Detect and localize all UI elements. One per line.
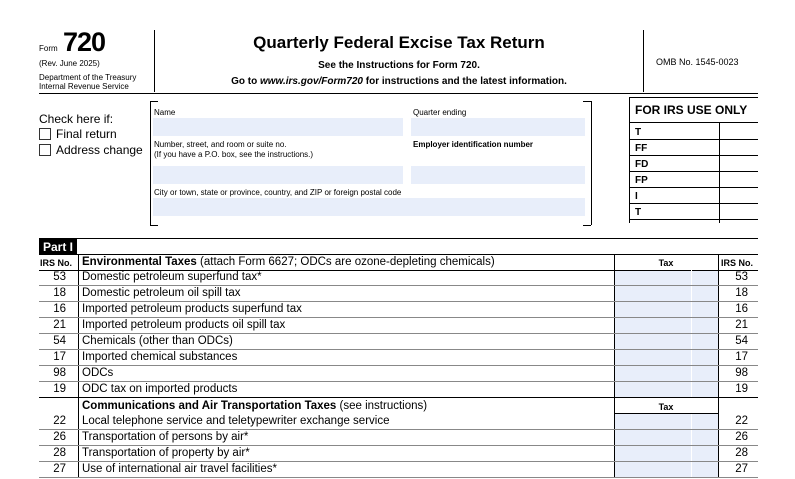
section2-title: Communications and Air Transportation Taxes bbox=[82, 400, 337, 412]
row-irs-no: 28 bbox=[53, 447, 66, 459]
tax-amount-input[interactable] bbox=[615, 446, 718, 461]
name-label: Name bbox=[154, 108, 176, 117]
tax-amount-input[interactable] bbox=[615, 382, 718, 397]
cents-separator bbox=[691, 382, 692, 398]
city-input[interactable] bbox=[153, 198, 585, 216]
row-irs-no: 17 bbox=[53, 351, 66, 363]
agency: Internal Revenue Service bbox=[39, 82, 129, 91]
row-description: ODC tax on imported products bbox=[82, 383, 238, 395]
row-irs-no-right: 19 bbox=[735, 383, 748, 395]
street-label: Number, street, and room or suite no. bbox=[154, 140, 287, 149]
row-irs-no: 54 bbox=[53, 335, 66, 347]
address-change-checkbox[interactable] bbox=[39, 144, 51, 156]
part-top-rule bbox=[39, 238, 758, 239]
col-irs-no: IRS No. bbox=[40, 258, 73, 268]
part-head-rule bbox=[39, 254, 758, 255]
omb-number: OMB No. 1545-0023 bbox=[656, 57, 739, 67]
section2-col-tax: Tax bbox=[658, 402, 674, 412]
row-irs-no-right: 26 bbox=[735, 431, 748, 443]
row-irs-no-right: 27 bbox=[735, 463, 748, 475]
bracket-br bbox=[583, 225, 591, 226]
row-irs-no: 98 bbox=[53, 367, 66, 379]
final-return-checkbox[interactable] bbox=[39, 128, 51, 140]
tax-amount-input[interactable] bbox=[615, 350, 718, 365]
row-description: Transportation of property by air* bbox=[82, 447, 250, 459]
department: Department of the Treasury bbox=[39, 73, 137, 82]
irs-use-col bbox=[719, 122, 720, 223]
row-description: ODCs bbox=[82, 367, 114, 379]
row-irs-no: 26 bbox=[53, 431, 66, 443]
name-input[interactable] bbox=[153, 118, 403, 136]
bracket-tr bbox=[583, 101, 591, 102]
check-heading: Check here if: bbox=[39, 112, 114, 126]
goto-prefix: Go to bbox=[231, 76, 260, 87]
row-irs-no: 22 bbox=[53, 415, 66, 427]
part-tag: Part I bbox=[39, 239, 77, 254]
form-revision: (Rev. June 2025) bbox=[39, 59, 100, 68]
irs-code-2: FF bbox=[635, 143, 648, 154]
row-irs-no: 53 bbox=[53, 271, 66, 283]
row-irs-no: 19 bbox=[53, 383, 66, 395]
tax-amount-input[interactable] bbox=[615, 334, 718, 349]
irs-use-rule-2 bbox=[629, 155, 758, 156]
row-irs-no: 16 bbox=[53, 303, 66, 315]
section2-note: (see instructions) bbox=[336, 400, 428, 412]
col-tax: Tax bbox=[658, 258, 674, 268]
row-irs-no: 27 bbox=[53, 463, 66, 475]
irs-use-rule-1 bbox=[629, 139, 758, 140]
irs-use-rule-0 bbox=[629, 122, 758, 123]
ein-input[interactable] bbox=[411, 166, 585, 184]
tax-amount-input[interactable] bbox=[615, 286, 718, 301]
entity-bracket-left bbox=[150, 101, 151, 225]
row-description: Domestic petroleum superfund tax* bbox=[82, 271, 262, 283]
col-line-irsno-a bbox=[78, 254, 79, 398]
cents-separator bbox=[691, 286, 692, 302]
final-return-label: Final return bbox=[56, 127, 117, 141]
tax-amount-input[interactable] bbox=[615, 270, 718, 285]
section1-note: (attach Form 6627; ODCs are ozone-depleting chemicals) bbox=[196, 256, 495, 268]
row-irs-no-right: 22 bbox=[735, 415, 748, 427]
irs-use-box bbox=[629, 97, 758, 223]
cents-separator bbox=[691, 430, 692, 446]
goto-url[interactable]: www.irs.gov/Form720 bbox=[259, 76, 363, 87]
row-irs-no-right: 53 bbox=[735, 271, 748, 283]
row-irs-no-right: 18 bbox=[735, 287, 748, 299]
irs-code-1: T bbox=[635, 127, 642, 138]
irs-use-rule-5 bbox=[629, 203, 758, 204]
form-label: Form bbox=[39, 44, 58, 53]
irs-use-title: FOR IRS USE ONLY bbox=[635, 103, 748, 117]
irs-code-6: T bbox=[635, 207, 642, 218]
row-irs-no-right: 21 bbox=[735, 319, 748, 331]
street-input[interactable] bbox=[153, 166, 403, 184]
tax-amount-input[interactable] bbox=[615, 318, 718, 333]
irs-use-top bbox=[629, 97, 758, 98]
row-irs-no: 18 bbox=[53, 287, 66, 299]
section1-title: Environmental Taxes bbox=[82, 256, 197, 268]
header-rule bbox=[39, 93, 758, 94]
address-change-label: Address change bbox=[56, 143, 143, 157]
tax-amount-input[interactable] bbox=[615, 366, 718, 381]
irs-use-left bbox=[629, 97, 630, 223]
tax-amount-input[interactable] bbox=[615, 414, 718, 429]
row-description: Imported petroleum products superfund tax bbox=[82, 303, 302, 315]
section2-top-rule bbox=[39, 397, 758, 398]
irs-use-rule-4 bbox=[629, 187, 758, 188]
row-irs-no-right: 28 bbox=[735, 447, 748, 459]
cents-separator bbox=[691, 350, 692, 366]
cents-separator bbox=[691, 462, 692, 478]
form-number: 720 bbox=[63, 27, 106, 57]
ein-label: Employer identification number bbox=[413, 140, 534, 149]
see-instructions: See the Instructions for Form 720. bbox=[318, 60, 480, 71]
row-irs-no-right: 54 bbox=[735, 335, 748, 347]
tax-amount-input[interactable] bbox=[615, 462, 718, 477]
bracket-tl bbox=[150, 101, 158, 102]
tax-amount-input[interactable] bbox=[615, 430, 718, 445]
cents-separator bbox=[691, 414, 692, 430]
cents-separator bbox=[691, 334, 692, 350]
col-line-irsno-b bbox=[78, 398, 79, 478]
cents-separator bbox=[691, 302, 692, 318]
irs-code-5: I bbox=[635, 191, 638, 202]
irs-code-4: FP bbox=[635, 175, 648, 186]
city-label: City or town, state or province, country, and ZIP or foreign postal code bbox=[154, 188, 402, 197]
row-description: Domestic petroleum oil spill tax bbox=[82, 287, 241, 299]
row-description: Transportation of persons by air* bbox=[82, 431, 249, 443]
irs-code-3: FD bbox=[635, 159, 649, 170]
cents-separator bbox=[691, 366, 692, 382]
section2-heading bbox=[82, 400, 427, 412]
cents-separator bbox=[691, 270, 692, 286]
section1-heading bbox=[82, 256, 495, 268]
irs-use-rule-6 bbox=[629, 219, 758, 220]
form-title: Quarterly Federal Excise Tax Return bbox=[253, 33, 545, 52]
col-irs-no-right: IRS No. bbox=[721, 258, 754, 268]
bracket-bl bbox=[150, 225, 158, 226]
cents-separator bbox=[691, 446, 692, 462]
row-rule bbox=[39, 477, 758, 478]
po-box-note: (If you have a P.O. box, see the instructions.) bbox=[154, 150, 314, 159]
row-description: Imported petroleum products oil spill tax bbox=[82, 319, 286, 331]
row-description: Chemicals (other than ODCs) bbox=[82, 335, 233, 347]
header-divider-right bbox=[643, 30, 644, 92]
cents-separator bbox=[691, 318, 692, 334]
goto-line bbox=[155, 76, 643, 87]
row-irs-no-right: 98 bbox=[735, 367, 748, 379]
row-description: Imported chemical substances bbox=[82, 351, 238, 363]
quarter-ending-input[interactable] bbox=[411, 118, 585, 136]
row-irs-no: 21 bbox=[53, 319, 66, 331]
row-irs-no-right: 16 bbox=[735, 303, 748, 315]
tax-amount-input[interactable] bbox=[615, 302, 718, 317]
quarter-ending-label: Quarter ending bbox=[413, 108, 467, 117]
irs-use-rule-3 bbox=[629, 171, 758, 172]
entity-bracket-right bbox=[591, 101, 592, 225]
row-irs-no-right: 17 bbox=[735, 351, 748, 363]
row-description: Local telephone service and teletypewriter exchange service bbox=[82, 415, 390, 427]
row-description: Use of international air travel facilities* bbox=[82, 463, 277, 475]
goto-suffix: for instructions and the latest information. bbox=[362, 76, 567, 87]
